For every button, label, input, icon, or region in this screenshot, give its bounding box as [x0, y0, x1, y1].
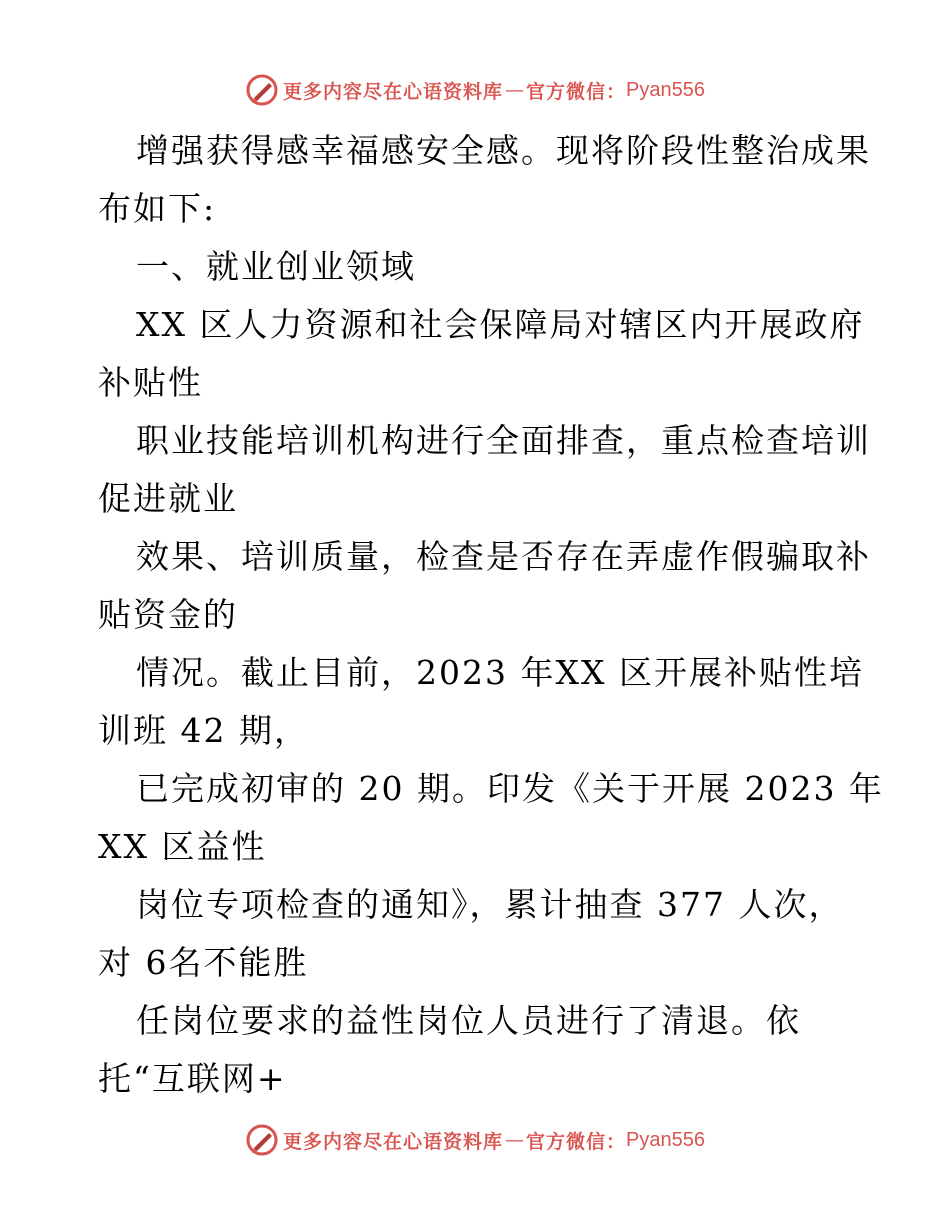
- banner-wechat-label: 官方微信：: [526, 80, 627, 103]
- text-line: 一、就业创业领域: [136, 247, 416, 286]
- text-line: 促进就业: [98, 479, 238, 518]
- text-line: 增强获得感幸福感安全感。现将阶段性整治成果: [136, 131, 871, 170]
- text-line: 训班 42 期，: [98, 711, 309, 750]
- document-body: [98, 122, 884, 1108]
- text-line: 岗位专项检查的通知》，累计抽查 377 人次，: [136, 885, 844, 924]
- text-line: 托“互联网+: [98, 1059, 287, 1098]
- pen-circle-logo-icon: [245, 1123, 279, 1157]
- text-line: 已完成初审的 20 期。印发《关于开展 2023 年: [136, 769, 884, 808]
- banner-wechat-id: Pyan556: [626, 78, 705, 101]
- banner-wechat-id: Pyan556: [626, 1128, 705, 1151]
- banner-brand: 更多内容尽在心语资料库: [283, 80, 504, 103]
- banner-wechat-label: 官方微信：: [526, 1130, 627, 1153]
- text-line: 对 6名不能胜: [98, 943, 309, 982]
- pen-circle-logo-icon: [245, 73, 279, 107]
- banner-dash: —: [505, 1129, 525, 1151]
- text-line: XX 区益性: [98, 827, 267, 866]
- text-line: 布如下:: [98, 189, 217, 228]
- banner-brand: 更多内容尽在心语资料库: [283, 1130, 504, 1153]
- text-line: 情况。截止目前，2023 年XX 区开展补贴性培: [136, 653, 864, 692]
- text-line: 效果、培训质量，检查是否存在弄虚作假骗取补: [136, 537, 871, 576]
- text-line: XX 区人力资源和社会保障局对辖区内开展政府: [136, 305, 865, 344]
- footer-banner: [0, 1120, 950, 1160]
- header-banner: [0, 70, 950, 110]
- text-line: 补贴性: [98, 363, 203, 402]
- text-line: 职业技能培训机构进行全面排查，重点检查培训: [136, 421, 871, 460]
- banner-dash: —: [505, 79, 525, 101]
- text-line: 任岗位要求的益性岗位人员进行了清退。依: [136, 1001, 801, 1040]
- text-line: 贴资金的: [98, 595, 238, 634]
